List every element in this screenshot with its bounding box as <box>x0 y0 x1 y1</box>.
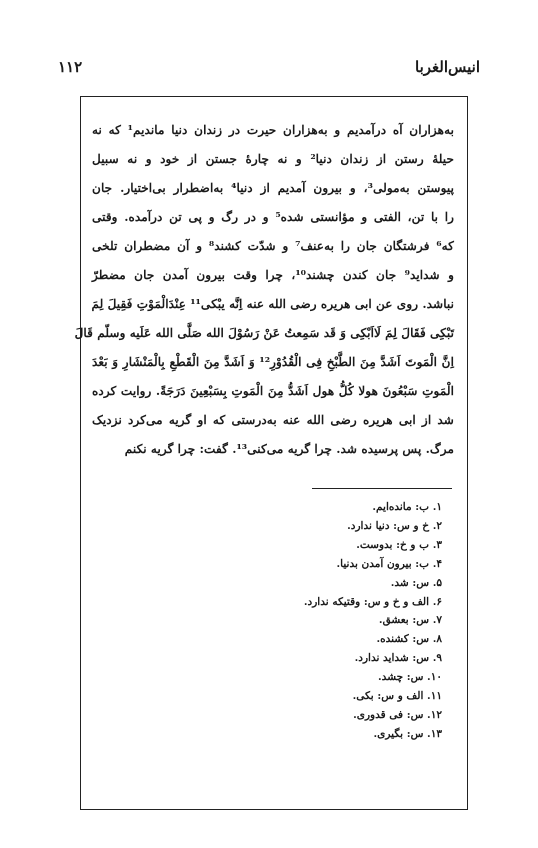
footnotes <box>242 498 442 744</box>
footnote: ۷. س: بعشق. <box>378 614 442 627</box>
running-title: انیس‌الغربا <box>415 58 480 76</box>
footnote: ۵. س: شد. <box>390 576 442 589</box>
text-line: به‌هزاران آه درآمدیم و به‌هزاران حیرت در زندان دنیا ماندیم¹ که نه <box>92 123 454 137</box>
text-line: نباشد. روی عن ابی هریره رضی الله عنه اِنَّه یبْکی¹¹ عِنْدَالْمَوْتِ فَقِیلَ لِمَ <box>91 297 454 311</box>
text-line: و شداید⁹ جان کندن چشند¹⁰، چرا وقت بیرون آمدن جان مضطرّ <box>92 268 454 282</box>
footnote: ۱۳. س: بگیری. <box>373 727 442 740</box>
text-line: حیلهٔ رستن از زندان دنیا² و نه چارهٔ جستن از خود و نه سبیل <box>92 152 454 166</box>
footnote: ۶. الف و خ و س: وقتیکه ندارد. <box>303 595 442 608</box>
footnote: ۱۱. الف و س: بکی. <box>352 690 442 703</box>
footnote: ۴. ب: بیرون آمدن بدنیا. <box>336 557 442 570</box>
footnote-separator <box>312 488 452 489</box>
footnote: ۱. ب: مانده‌ایم. <box>372 501 442 513</box>
text-line: را با تن، الفتی و مؤانستی شده⁵ و در رگ و پی تن درآمده. وقتی <box>92 210 455 224</box>
text-line: که⁶ فرشتگان جان را به‌عنف⁷ و شدّت کشند⁸ و آن مضطران تلخی <box>92 239 454 253</box>
text-line: الْمَوتِ سَبْعُونَ هو‌لا کُلُّ هول اَشَدُّ مِنَ الْمَوتِ بِسَبْعِینَ دَرَجَةً. روایت کرده <box>92 384 454 398</box>
main-text <box>74 116 455 464</box>
text-line: شد از ابی هریره رضی الله عنه به‌درستی که او گریه می‌کرد نزدیک <box>92 413 454 427</box>
footnote: ۹. س: شداید ندارد. <box>354 652 442 665</box>
footnote: ۱۲. س: فی قدوری. <box>353 708 442 721</box>
footnote: ۸. س: کشنده. <box>376 633 442 646</box>
footnote: ۳. ب و خ: بدوست. <box>356 538 442 551</box>
page-number: ۱۱۲ <box>58 58 83 76</box>
text-line: مرگ. پس پرسیده شد. چرا گریه می‌کنی¹³. گفت: چرا گریه نکنم <box>124 442 454 456</box>
text-line: اِنَّ الْمَوتَ اَشَدَّ مِنَ الطَّبْخِ فِی الْقُدُوْرِ¹² وَ اَشَدَّ مِنَ الْقَطْعِ بِالْمَنْشَارِ وَ بَعْدَ <box>92 355 454 369</box>
footnote: ۱۰. س: چشد. <box>378 671 442 684</box>
text-line: پیوستن به‌مولی³، و بیرون آمدیم از دنیا⁴ به‌اضطرار بی‌اختیار. جان <box>92 181 454 195</box>
footnote: ۲. خ و س: دنیا ندارد. <box>347 519 442 532</box>
text-line: تَبْکِی فَقَالَ لِمَ لَااَبْکِی وَ قَد سَمِعتُ عَنْ رَسُوْلَ الله صَلَّی الله عَلَیه وسلّم قَالَ <box>74 326 454 340</box>
